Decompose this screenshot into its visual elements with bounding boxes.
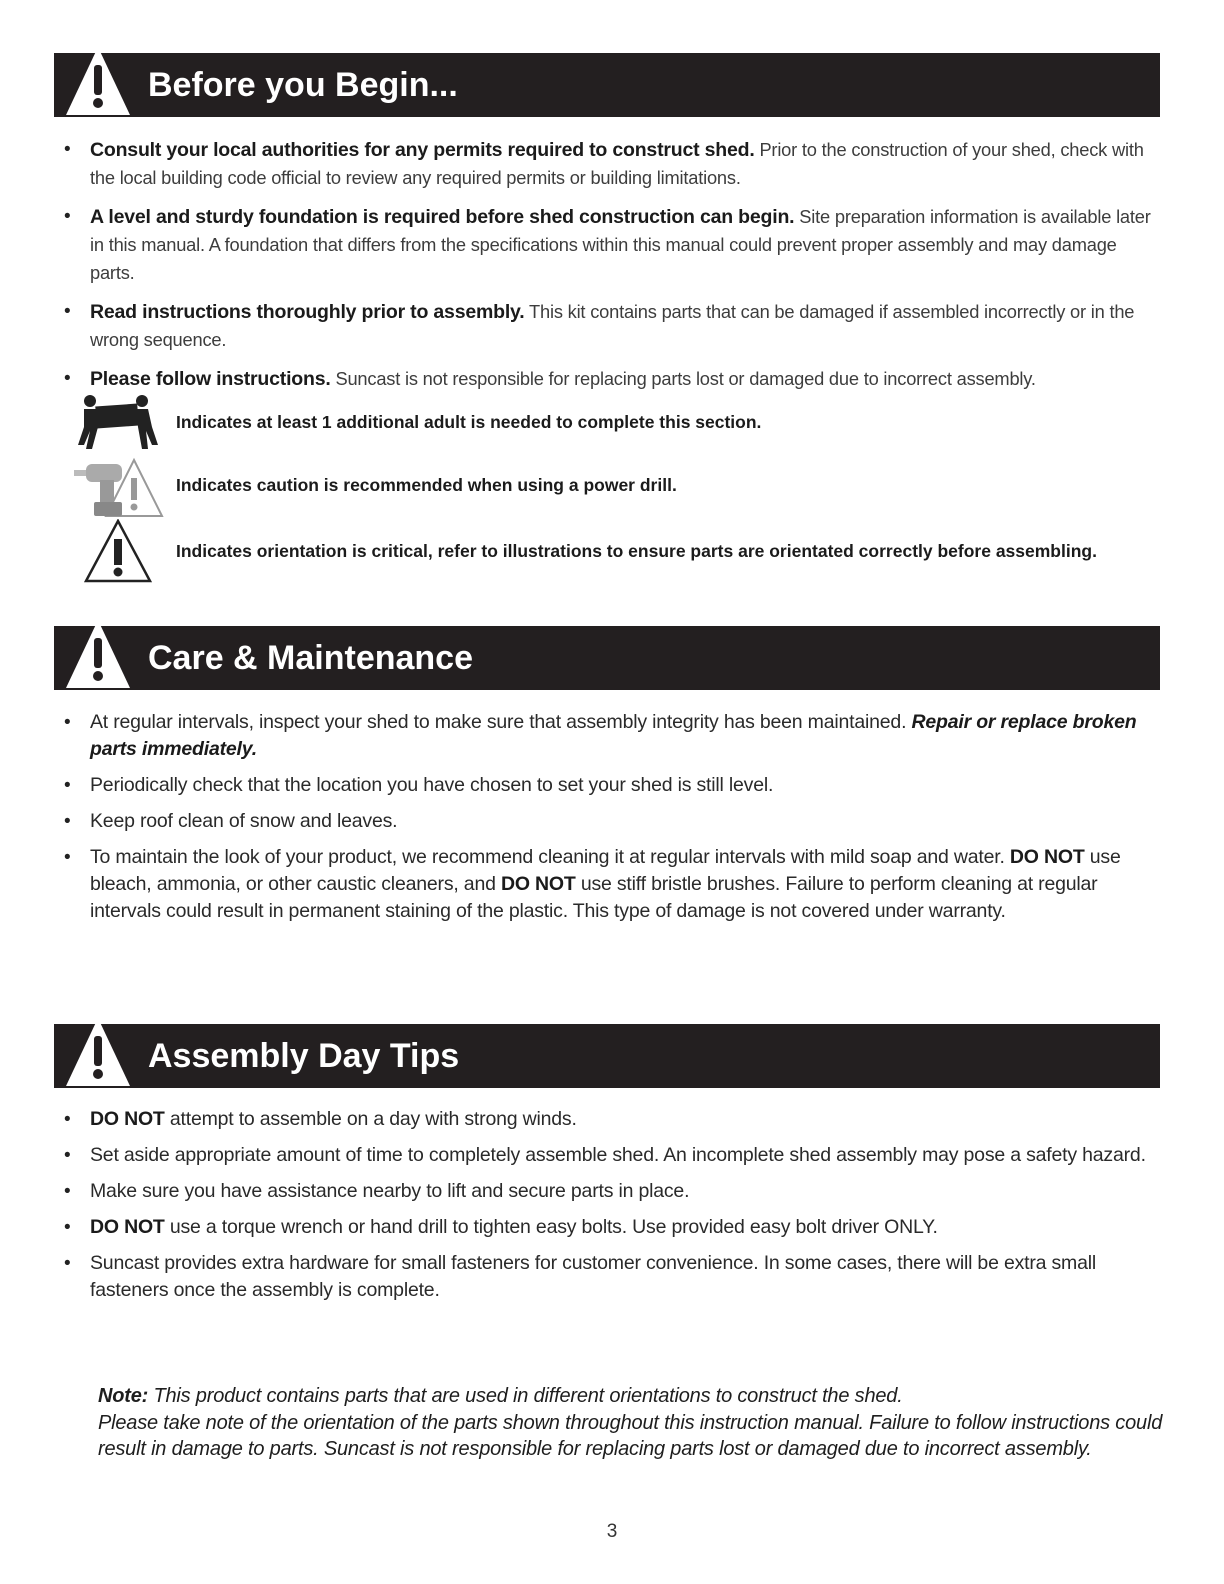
legend-text: Indicates caution is recommended when using a power drill. [176, 475, 677, 495]
legend-two-person [72, 393, 1162, 453]
two-person-lift-icon [72, 393, 164, 459]
legend-text: Indicates orientation is critical, refer to illustrations to ensure parts are orientated correctly before assembling. [176, 541, 1097, 561]
warning-triangle-icon [64, 45, 132, 117]
legend-orientation [72, 519, 1162, 579]
orientation-note [98, 1383, 1168, 1463]
list-item: • To maintain the look of your product, we recommend cleaning it at regular intervals with mild soap and water. DO NOT use bleach, ammonia, or other caustic cleaners, and DO NOT use stiff bristle brushes. Failure to perform cleaning at regular intervals could result in permanent staining of the plastic. This type of damage is not covered under warranty. [62, 844, 1162, 925]
section-title: Assembly Day Tips [148, 1037, 460, 1075]
page-number: 3 [606, 1521, 618, 1542]
list-item: • Please follow instructions. Suncast is not responsible for replacing parts lost or damaged due to incorrect assembly. [62, 365, 1162, 393]
section-title: Before you Begin... [148, 66, 458, 104]
note-line: Please take note of the orientation of the parts shown throughout this instruction manual. Failure to follow instructions could result in damage to parts. Suncast is not responsible for replacing parts lost or damaged due to incorrect assembly. [98, 1411, 1163, 1460]
list-item: • Periodically check that the location you have chosen to set your shed is still level. [62, 772, 1162, 799]
orientation-warning-icon [72, 519, 164, 585]
list-item: • Consult your local authorities for any permits required to construct shed. Prior to the construction of your shed, check with the local building code official to review any required permits or building limitations. [62, 136, 1162, 192]
before-list [62, 136, 1162, 404]
care-list [62, 709, 1162, 934]
list-item: • At regular intervals, inspect your shed to make sure that assembly integrity has been maintained. Repair or replace broken parts immediately. [62, 709, 1162, 763]
note-label: Note: [98, 1385, 149, 1407]
section-banner-before [54, 53, 1160, 117]
list-item: • DO NOT use a torque wrench or hand drill to tighten easy bolts. Use provided easy bolt driver ONLY. [62, 1214, 1162, 1241]
legend-power-drill [72, 456, 1162, 516]
list-item: • Suncast provides extra hardware for small fasteners for customer convenience. In some cases, there will be extra small fasteners once the assembly is complete. [62, 1250, 1162, 1304]
warning-triangle-icon [64, 1016, 132, 1088]
legend-text: Indicates at least 1 additional adult is needed to complete this section. [176, 412, 762, 432]
list-item: • Read instructions thoroughly prior to assembly. This kit contains parts that can be damaged if assembled incorrectly or in the wrong sequence. [62, 298, 1162, 354]
section-banner-care [54, 626, 1160, 690]
warning-triangle-icon [64, 618, 132, 690]
list-item: • A level and sturdy foundation is required before shed construction can begin. Site preparation information is available later in this manual. A foundation that differs from the specifications within this manual could prevent proper assembly and may damage parts. [62, 203, 1162, 287]
section-title: Care & Maintenance [148, 639, 473, 677]
list-item: • Keep roof clean of snow and leaves. [62, 808, 1162, 835]
note-line: This product contains parts that are used in different orientations to construct the shed. [148, 1385, 903, 1407]
section-banner-tips [54, 1024, 1160, 1088]
list-item: • Set aside appropriate amount of time to completely assemble shed. An incomplete shed assembly may pose a safety hazard. [62, 1142, 1162, 1169]
list-item: • DO NOT attempt to assemble on a day with strong winds. [62, 1106, 1162, 1133]
power-drill-caution-icon [72, 456, 164, 522]
tips-list [62, 1106, 1162, 1313]
list-item: • Make sure you have assistance nearby to lift and secure parts in place. [62, 1178, 1162, 1205]
